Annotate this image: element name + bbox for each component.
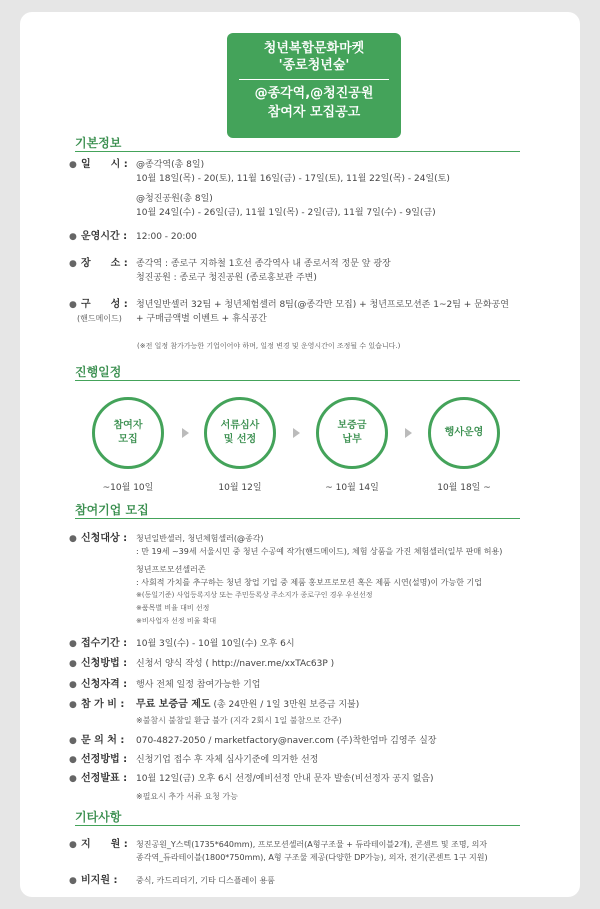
- announcement-note: ※필요시 추가 서류 요청 가능: [136, 792, 238, 801]
- target-note: ※비사업자 선정 비율 확대: [136, 617, 217, 625]
- step-date: ~ 10월 14일: [325, 483, 379, 493]
- bullet-icon: ●: [69, 160, 77, 170]
- basic-note: (※전 일정 참가가능한 기업이어야 하며, 일정 변경 및 운영시간이 조정될 수 있습니다.): [137, 342, 401, 350]
- target-line: 청년프로모션셀러존: [136, 565, 206, 574]
- target-line: : 사회적 가치를 추구하는 청년 창업 기업 중 제품 홍보프로모션 혹은 제품 시연(설명)이 가능한 기업: [136, 578, 482, 587]
- label-time: 운영시간 :: [81, 231, 128, 242]
- row-target: [69, 532, 539, 627]
- bullet-icon: ●: [69, 232, 77, 242]
- target-line: : 만 19세 ~39세 서울시민 중 청년 수공예 작가(핸드메이드), 체험 상품을 가진 체험셀러(일부 판매 허용): [136, 547, 503, 556]
- bullet-icon: ●: [69, 659, 77, 669]
- step-circle: [316, 397, 388, 469]
- label-place: 장 소 :: [81, 258, 128, 269]
- label-composition-sub: (핸드메이드): [77, 314, 122, 323]
- target-line: 청년일반셀러, 청년체험셀러(@종각): [136, 534, 264, 543]
- value-support: [136, 838, 488, 864]
- label-date: 일 시 :: [81, 159, 128, 170]
- step-circle: [204, 397, 276, 469]
- place-line: 종각역 : 종로구 지하철 1호선 종각역사 내 종로서적 정문 앞 광장: [136, 259, 391, 269]
- section-heading-etc: 기타사항: [75, 810, 122, 824]
- step-label: 보증금: [337, 420, 367, 431]
- bullet-icon: ●: [69, 840, 77, 850]
- composition-line: + 구매금액별 이벤트 + 휴식공간: [136, 314, 267, 324]
- target-note: ※(동일기준) 사업등록지상 또는 주민등록상 주소지가 종로구인 경우 우선선정: [136, 591, 373, 599]
- row-composition: [69, 298, 529, 328]
- title-line2: '종로청년숲': [278, 58, 350, 73]
- step-label: 모집: [118, 434, 138, 445]
- fee-bold: 무료 보증금 제도: [136, 699, 211, 710]
- label-composition: 구 성 :: [81, 299, 128, 310]
- arrow-right-icon: [182, 428, 189, 438]
- section-divider: [75, 518, 520, 519]
- row-method: [69, 657, 529, 671]
- step-circle: [92, 397, 164, 469]
- row-selection: [69, 753, 529, 767]
- step-label: 및 선정: [223, 434, 257, 445]
- label-nosupport: 비지원 :: [81, 875, 118, 886]
- fee-note: ※불참시 불참일 환급 불가 (지각 2회시 1일 불참으로 간주): [136, 716, 342, 725]
- row-time: [69, 230, 529, 244]
- date-line: 10월 24일(수) - 26일(금), 11월 1일(목) - 2일(금), 11월 7일(수) - 9일(금): [136, 208, 436, 218]
- section-heading-basic: 기본정보: [75, 136, 122, 150]
- label-qualification: 신청자격 :: [81, 679, 128, 690]
- bullet-icon: ●: [69, 639, 77, 649]
- value-composition: [136, 298, 509, 326]
- value-time: 12:00 - 20:00: [136, 232, 197, 242]
- arrow-right-icon: [293, 428, 300, 438]
- row-support: [69, 838, 539, 866]
- bullet-icon: ●: [69, 755, 77, 765]
- date-line: @종각역(총 8일): [136, 160, 205, 170]
- value-date: [136, 158, 450, 220]
- date-line: 10월 18일(목) - 20(토), 11월 16일(금) - 17일(토), 11월 22일(목) - 24일(토): [136, 174, 450, 184]
- step-label: 참여자: [113, 420, 143, 431]
- value-place: [136, 257, 391, 285]
- step-label: 납부: [342, 434, 362, 445]
- composition-line: 청년일반셀러 32팀 + 청년체험셀러 8팀(@종각만 모집) + 청년프로모션존 1~2팀 + 문화공연: [136, 300, 509, 310]
- step-circle: [428, 397, 500, 469]
- title-line3: @종각역,@청진공원: [254, 86, 374, 101]
- row-contact: [69, 734, 529, 748]
- title-line4: 참여자 모집공고: [267, 105, 361, 120]
- step-label: 서류심사: [220, 420, 260, 431]
- row-announcement: [69, 772, 529, 802]
- section-heading-process: 진행일정: [75, 365, 122, 379]
- row-period: [69, 637, 529, 651]
- row-qualification: [69, 678, 529, 692]
- row-fee: [69, 698, 529, 728]
- value-contact: 070-4827-2050 / marketfactory@naver.com (주)착한엄마 김영주 실장: [136, 736, 437, 746]
- arrow-right-icon: [405, 428, 412, 438]
- value-fee: [136, 698, 359, 728]
- bullet-icon: ●: [69, 300, 77, 310]
- step-date: ~10월 10일: [102, 483, 154, 493]
- section-divider: [75, 825, 520, 826]
- title-line1: 청년복합문화마켓: [263, 41, 365, 56]
- row-nosupport: [69, 874, 529, 888]
- label-contact: 문 의 처 :: [81, 735, 125, 746]
- bullet-icon: ●: [69, 774, 77, 784]
- bullet-icon: ●: [69, 700, 77, 710]
- title-box: [227, 33, 401, 138]
- title-divider: [239, 79, 389, 80]
- value-nosupport: 중식, 카드리더기, 기타 디스플레이 용품: [136, 876, 275, 885]
- fee-rest: (총 24만원 / 1일 3만원 보증금 지불): [210, 700, 360, 710]
- step-label: 행사운영: [444, 427, 484, 438]
- value-announcement: [136, 772, 434, 804]
- bullet-icon: ●: [69, 534, 77, 544]
- label-support: 지 원 :: [81, 839, 128, 850]
- announcement-line: 10월 12일(금) 오후 6시 선정/예비선정 안내 문자 발송(비선정자 공지 없음): [136, 774, 434, 784]
- bullet-icon: ●: [69, 259, 77, 269]
- step-date: 10월 12일: [218, 483, 262, 493]
- date-line: @청진공원(총 8일): [136, 194, 213, 204]
- label-announcement: 선정발표 :: [81, 773, 128, 784]
- value-selection: 신청기업 접수 후 자체 심사기준에 의거한 선정: [136, 755, 319, 765]
- label-method: 신청방법 :: [81, 658, 128, 669]
- value-method: 신청서 양식 작성 ( http://naver.me/xxTAc63P ): [136, 659, 335, 669]
- step-date: 10월 18일 ~: [437, 483, 491, 493]
- bullet-icon: ●: [69, 680, 77, 690]
- place-line: 청진공원 : 종로구 청진공원 (종로홍보관 주변): [136, 273, 317, 283]
- row-place: [69, 257, 529, 287]
- value-target: [136, 532, 502, 628]
- label-selection: 선정방법 :: [81, 754, 128, 765]
- value-qualification: 행사 전체 일정 참여가능한 기업: [136, 680, 261, 690]
- support-line: 청진공원_Y스텍(1735*640mm), 프로모션셀러(A형구조물 + 듀라테이블2개), 콘센트 및 조명, 의자: [136, 840, 488, 849]
- section-heading-recruit: 참여기업 모집: [75, 503, 149, 517]
- process-steps: [90, 397, 520, 497]
- bullet-icon: ●: [69, 876, 77, 886]
- section-divider: [75, 380, 520, 381]
- label-period: 접수기간 :: [81, 638, 128, 649]
- target-note: ※품목별 비율 대비 선정: [136, 604, 210, 612]
- label-fee: 참 가 비 :: [81, 699, 125, 710]
- bullet-icon: ●: [69, 736, 77, 746]
- label-target: 신청대상 :: [81, 533, 128, 544]
- section-divider: [75, 151, 520, 152]
- value-period: 10월 3일(수) - 10월 10일(수) 오후 6시: [136, 639, 295, 649]
- support-line: 종각역_듀라테이블(1800*750mm), A형 구조물 제공(다양한 DP가능), 의자, 전기(콘센트 1구 지원): [136, 853, 488, 862]
- row-date: [69, 158, 529, 218]
